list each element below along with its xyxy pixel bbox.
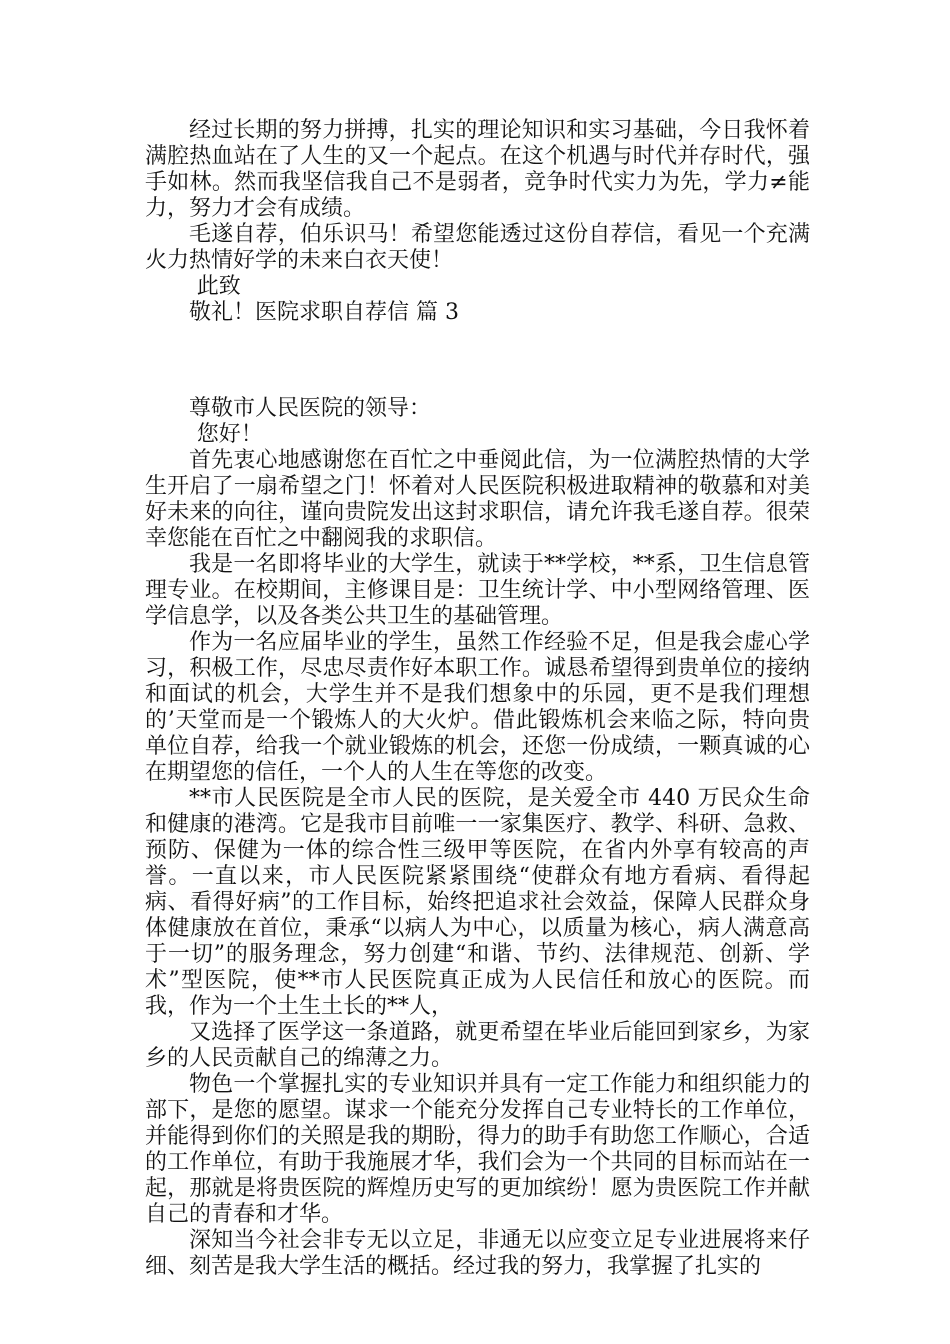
paragraph: 又选择了医学这一条道路，就更希望在毕业后能回到家乡，为家乡的人民贡献自己的绵薄之力。 (145, 1020, 810, 1071)
paragraph: 我是一名即将毕业的大学生，就读于**学校，**系，卫生信息管理专业。在校期间，主修课目是：卫生统计学、中小型网络管理、医学信息学，以及各类公共卫生的基础管理。 (145, 552, 810, 629)
greeting: 您好！ (196, 422, 263, 447)
salutation: 尊敬市人民医院的领导： (189, 396, 432, 421)
paragraph: 经过长期的努力拼搏，扎实的理论知识和实习基础，今日我怀着满腔热血站在了人生的又一个起点。在这个机遇与时代并存时代，强手如林。然而我坚信我自己不是弱者，竞争时代实力为先，学力≠能力，努力才会有成绩。 (145, 118, 810, 221)
closing-line: 此致 (196, 274, 241, 299)
paragraph: 毛遂自荐，伯乐识马！希望您能透过这份自荐信，看见一个充满火力热情好学的未来白衣天使！ (145, 222, 810, 273)
section-gap (145, 326, 810, 396)
closing-line-title: 敬礼！医院求职自荐信 篇 3 (189, 300, 459, 325)
paragraph: 首先衷心地感谢您在百忙之中垂阅此信，为一位满腔热情的大学生开启了一扇希望之门！怀着对人民医院积极进取精神的敬慕和对美好未来的向往，谨向贵院发出这封求职信，请允许我毛遂自荐。很荣幸您能在百忙之中翻阅我的求职信。 (145, 448, 810, 551)
paragraph: **市人民医院是全市人民的医院，是关爱全市 440 万民众生命和健康的港湾。它是我市目前唯一一家集医疗、教学、科研、急救、预防、保健为一体的综合性三级甲等医院，在省内外享有较高的声誉。一直以来，市人民医院紧紧围绕“使群众有地方看病、看得起病、看得好病”的工作目标，始终把追求社会效益，保障人民群众身体健康放在首位，秉承“以病人为中心，以质量为核心，病人满意高于一切”的服务理念，努力创建“和谐、节约、法律规范、创新、学术”型医院，使**市人民医院真正成为人民信任和放心的医院。而我，作为一个土生土长的**人， (145, 786, 810, 1019)
paragraph: 作为一名应届毕业的学生，虽然工作经验不足，但是我会虚心学习，积极工作，尽忠尽责作好本职工作。诚恳希望得到贵单位的接纳和面试的机会，大学生并不是我们想象中的乐园，更不是我们理想的’天堂而是一个锻炼人的大火炉。借此锻炼机会来临之际，特向贵单位自荐，给我一个就业锻炼的机会，还您一份成绩，一颗真诚的心在期望您的信任，一个人的人生在等您的改变。 (145, 630, 810, 785)
paragraph: 深知当今社会非专无以立足，非通无以应变立足专业进展将来仔细、刻苦是我大学生活的概括。经过我的努力，我掌握了扎实的 (145, 1228, 810, 1279)
paragraph: 物色一个掌握扎实的专业知识并具有一定工作能力和组织能力的部下，是您的愿望。谋求一个能充分发挥自己专业特长的工作单位，并能得到你们的关照是我的期盼，得力的助手有助您工作顺心，合适的工作单位，有助于我施展才华，我们会为一个共同的目标而站在一起，那就是将贵医院的辉煌历史写的更加缤纷！愿为贵医院工作并献自己的青春和才华。 (145, 1072, 810, 1227)
document-page (145, 118, 810, 1280)
